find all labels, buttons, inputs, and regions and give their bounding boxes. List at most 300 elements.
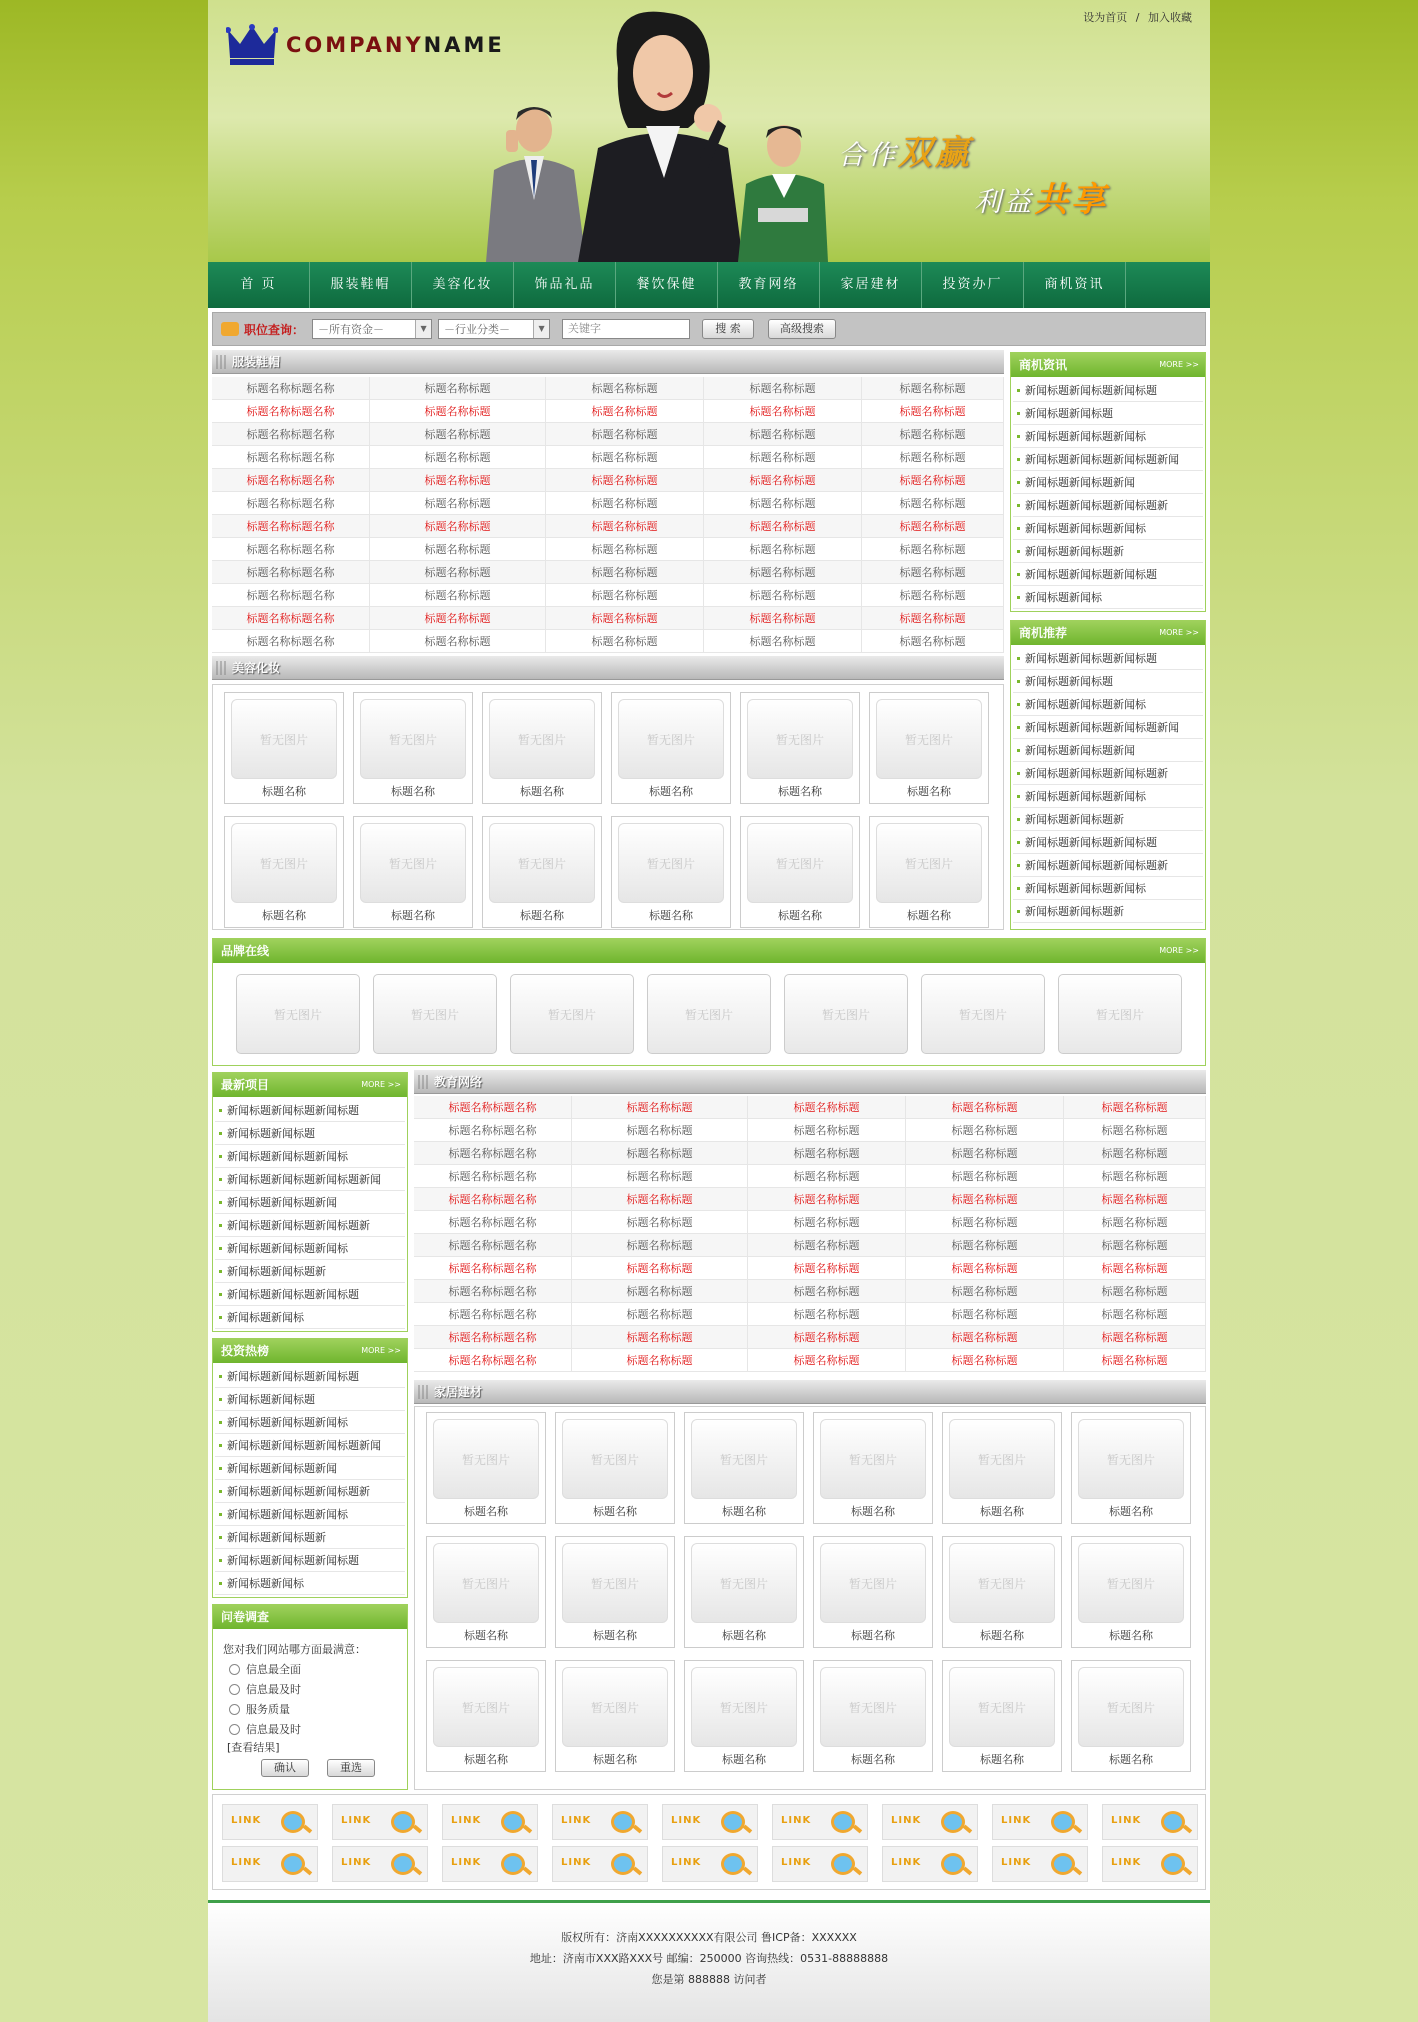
nav-item[interactable]: 美容化妆 [412,262,514,308]
product-title[interactable]: 标题名称 [1109,1629,1153,1642]
table-cell-link[interactable]: 标题名称标题 [370,561,546,583]
table-cell-link[interactable]: 标题名称标题 [370,400,546,422]
news-item[interactable]: 新闻标题新闻标题新 [1013,808,1203,831]
table-cell-link[interactable]: 标题名称标题 [546,400,704,422]
table-cell-link[interactable]: 标题名称标题名称 [414,1096,572,1118]
table-cell-link[interactable]: 标题名称标题名称 [414,1211,572,1233]
radio-button[interactable] [229,1684,240,1695]
product-card[interactable] [869,816,989,928]
table-cell-link[interactable]: 标题名称标题 [862,630,1004,652]
nav-item[interactable]: 投资办厂 [922,262,1024,308]
friend-link[interactable] [1102,1846,1198,1882]
friend-link[interactable] [772,1804,868,1840]
table-cell-link[interactable]: 标题名称标题 [546,377,704,399]
nav-item[interactable]: 首 页 [208,262,310,308]
survey-box [212,1604,408,1790]
product-card[interactable] [482,692,602,804]
product-title[interactable]: 标题名称 [649,785,693,798]
table-cell-link[interactable]: 标题名称标题 [1064,1326,1206,1348]
table-cell-link[interactable]: 标题名称标题名称 [414,1349,572,1371]
friend-link[interactable] [882,1804,978,1840]
news-item[interactable]: 新闻标题新闻标题新闻标题新 [1013,494,1203,517]
product-title[interactable]: 标题名称 [464,1505,508,1518]
product-title[interactable]: 标题名称 [262,785,306,798]
table-cell-link[interactable]: 标题名称标题名称 [414,1142,572,1164]
table-cell-link[interactable]: 标题名称标题 [572,1188,748,1210]
table-cell-link[interactable]: 标题名称标题 [704,469,862,491]
product-title[interactable]: 标题名称 [520,785,564,798]
product-title[interactable]: 标题名称 [722,1505,766,1518]
table-cell-link[interactable]: 标题名称标题 [906,1142,1064,1164]
invest-more-link[interactable]: MORE >> [361,1346,401,1355]
news-item[interactable]: 新闻标题新闻标题新闻标 [1013,425,1203,448]
nav-item[interactable]: 教育网络 [718,262,820,308]
table-cell-link[interactable]: 标题名称标题名称 [212,607,370,629]
news-item[interactable]: 新闻标题新闻标题新闻标题新闻 [215,1168,405,1191]
product-title[interactable]: 标题名称 [1109,1505,1153,1518]
news-item[interactable]: 新闻标题新闻标题新闻标题新闻 [215,1434,405,1457]
news-item[interactable]: 新闻标题新闻标题新闻标 [1013,693,1203,716]
table-cell-link[interactable]: 标题名称标题 [862,492,1004,514]
table-cell-link[interactable]: 标题名称标题 [370,630,546,652]
product-card[interactable] [224,692,344,804]
latest-more-link[interactable]: MORE >> [361,1080,401,1089]
brand-logo-placeholder[interactable]: 暂无图片 [647,974,771,1054]
table-cell-link[interactable]: 标题名称标题 [704,538,862,560]
news-item[interactable]: 新闻标题新闻标题新闻 [1013,739,1203,762]
table-cell-link[interactable]: 标题名称标题 [748,1303,906,1325]
table-cell-link[interactable]: 标题名称标题 [370,584,546,606]
table-row [212,515,1004,538]
industry-select[interactable] [438,319,550,339]
product-card[interactable] [869,692,989,804]
table-cell-link[interactable]: 标题名称标题 [862,377,1004,399]
table-row [414,1303,1206,1326]
news-item[interactable]: 新闻标题新闻标题 [1013,402,1203,425]
table-cell-link[interactable]: 标题名称标题 [906,1303,1064,1325]
table-cell-link[interactable]: 标题名称标题 [862,423,1004,445]
table-cell-link[interactable]: 标题名称标题 [572,1142,748,1164]
friend-link[interactable] [222,1846,318,1882]
survey-option[interactable] [229,1721,301,1737]
table-cell-link[interactable]: 标题名称标题 [370,377,546,399]
table-cell-link[interactable]: 标题名称标题 [1064,1280,1206,1302]
product-title[interactable]: 标题名称 [980,1753,1024,1766]
table-cell-link[interactable]: 标题名称标题 [1064,1234,1206,1256]
table-cell-link[interactable]: 标题名称标题 [546,584,704,606]
brand-more-link[interactable]: MORE >> [1159,946,1199,955]
education-section-title[interactable]: 教育网络 [434,1075,483,1089]
news-item[interactable]: 新闻标题新闻标题新闻标 [215,1237,405,1260]
table-cell-link[interactable]: 标题名称标题 [546,515,704,537]
friend-link[interactable] [662,1846,758,1882]
product-card[interactable] [482,816,602,928]
table-cell-link[interactable]: 标题名称标题 [1064,1119,1206,1141]
product-title[interactable]: 标题名称 [722,1629,766,1642]
brand-logo-placeholder[interactable]: 暂无图片 [510,974,634,1054]
table-cell-link[interactable]: 标题名称标题 [906,1326,1064,1348]
news-item[interactable]: 新闻标题新闻标题新闻标题新 [215,1480,405,1503]
magnifier-handle [1183,1867,1192,1876]
product-card[interactable] [684,1536,804,1648]
table-cell-link[interactable]: 标题名称标题 [748,1165,906,1187]
table-cell-link[interactable]: 标题名称标题 [704,607,862,629]
product-card[interactable] [942,1412,1062,1524]
table-cell-link[interactable]: 标题名称标题名称 [414,1303,572,1325]
table-cell-link[interactable]: 标题名称标题 [1064,1349,1206,1371]
product-title[interactable]: 标题名称 [851,1505,895,1518]
table-cell-link[interactable]: 标题名称标题 [862,538,1004,560]
product-card[interactable] [942,1660,1062,1772]
footer-copyright: 版权所有：济南XXXXXXXXXX有限公司 鲁ICP备：XXXXXX [561,1931,857,1944]
product-title[interactable]: 标题名称 [851,1753,895,1766]
product-card[interactable] [224,816,344,928]
table-cell-link[interactable]: 标题名称标题 [862,515,1004,537]
brand-logo-placeholder[interactable]: 暂无图片 [784,974,908,1054]
table-cell-link[interactable]: 标题名称标题名称 [414,1165,572,1187]
table-cell-link[interactable]: 标题名称标题 [704,515,862,537]
advanced-search-button[interactable]: 高级搜索 [768,319,836,339]
link-text: LINK [561,1815,592,1826]
news-item[interactable]: 新闻标题新闻标题新闻标 [215,1145,405,1168]
table-cell-link[interactable]: 标题名称标题 [1064,1303,1206,1325]
table-cell-link[interactable]: 标题名称标题 [748,1188,906,1210]
news-item[interactable]: 新闻标题新闻标题新闻标 [1013,517,1203,540]
product-card[interactable] [1071,1412,1191,1524]
product-title[interactable]: 标题名称 [1109,1753,1153,1766]
nav-item[interactable]: 商机资讯 [1024,262,1126,308]
survey-option[interactable] [229,1701,290,1717]
table-cell-link[interactable]: 标题名称标题名称 [414,1119,572,1141]
product-image-placeholder: 暂无图片 [949,1543,1055,1623]
table-cell-link[interactable]: 标题名称标题 [862,561,1004,583]
table-cell-link[interactable]: 标题名称标题 [546,607,704,629]
table-cell-link[interactable]: 标题名称标题 [906,1165,1064,1187]
friend-link[interactable] [442,1846,538,1882]
link-text: LINK [671,1815,702,1826]
table-cell-link[interactable]: 标题名称标题 [572,1257,748,1279]
nav-item[interactable]: 家居建材 [820,262,922,308]
product-title[interactable]: 标题名称 [593,1505,637,1518]
add-favorite-link[interactable]: 加入收藏 [1148,11,1192,24]
news-item[interactable]: 新闻标题新闻标题新闻标题 [1013,379,1203,402]
product-card[interactable] [555,1412,675,1524]
table-cell-link[interactable]: 标题名称标题 [370,515,546,537]
friend-link[interactable] [992,1804,1088,1840]
brand-logo-placeholder[interactable]: 暂无图片 [921,974,1045,1054]
table-cell-link[interactable]: 标题名称标题名称 [212,423,370,445]
beauty-section-title[interactable]: 美容化妆 [232,661,281,675]
brand-logo-placeholder[interactable]: 暂无图片 [236,974,360,1054]
survey-view-results[interactable]: [查看结果] [227,1741,280,1754]
table-cell-link[interactable]: 标题名称标题 [906,1096,1064,1118]
table-cell-link[interactable]: 标题名称标题 [1064,1211,1206,1233]
news-item[interactable]: 新闻标题新闻标 [215,1572,405,1595]
table-cell-link[interactable]: 标题名称标题 [704,400,862,422]
table-cell-link[interactable]: 标题名称标题 [748,1349,906,1371]
news-item[interactable]: 新闻标题新闻标题 [215,1122,405,1145]
table-cell-link[interactable]: 标题名称标题 [862,400,1004,422]
magnifier-handle [523,1867,532,1876]
product-card[interactable] [684,1660,804,1772]
news-item[interactable]: 新闻标题新闻标题新闻 [215,1191,405,1214]
table-cell-link[interactable]: 标题名称标题名称 [212,538,370,560]
table-cell-link[interactable]: 标题名称标题 [862,607,1004,629]
product-title[interactable]: 标题名称 [722,1753,766,1766]
capital-select[interactable] [312,319,432,339]
product-title[interactable]: 标题名称 [980,1629,1024,1642]
product-title[interactable]: 标题名称 [593,1753,637,1766]
slogan-l2b: 共享 [1034,180,1108,220]
table-cell-link[interactable]: 标题名称标题 [1064,1096,1206,1118]
news-item[interactable]: 新闻标题新闻标题新 [1013,540,1203,563]
product-title[interactable]: 标题名称 [464,1629,508,1642]
table-cell-link[interactable]: 标题名称标题名称 [414,1234,572,1256]
table-cell-link[interactable]: 标题名称标题 [546,469,704,491]
product-title[interactable]: 标题名称 [593,1629,637,1642]
table-cell-link[interactable]: 标题名称标题 [704,446,862,468]
survey-option[interactable] [229,1681,301,1697]
news-item[interactable]: 新闻标题新闻标题新闻标题 [215,1549,405,1572]
news-item[interactable]: 新闻标题新闻标题新闻标 [1013,877,1203,900]
table-cell-link[interactable]: 标题名称标题 [546,492,704,514]
table-cell-link[interactable]: 标题名称标题 [370,423,546,445]
brand-logo-placeholder[interactable]: 暂无图片 [1058,974,1182,1054]
product-card[interactable] [426,1412,546,1524]
table-cell-link[interactable]: 标题名称标题 [572,1211,748,1233]
table-cell-link[interactable]: 标题名称标题 [572,1303,748,1325]
table-cell-link[interactable]: 标题名称标题 [748,1280,906,1302]
news-item[interactable]: 新闻标题新闻标题新闻标 [215,1411,405,1434]
friend-link[interactable] [442,1804,538,1840]
table-cell-link[interactable]: 标题名称标题 [546,630,704,652]
table-cell-link[interactable]: 标题名称标题 [1064,1165,1206,1187]
table-cell-link[interactable]: 标题名称标题 [370,446,546,468]
table-cell-link[interactable]: 标题名称标题 [572,1096,748,1118]
product-card[interactable] [555,1660,675,1772]
table-cell-link[interactable]: 标题名称标题名称 [414,1280,572,1302]
table-cell-link[interactable]: 标题名称标题 [572,1119,748,1141]
product-image-placeholder: 暂无图片 [747,699,853,779]
product-title[interactable]: 标题名称 [649,909,693,922]
product-title[interactable]: 标题名称 [520,909,564,922]
table-cell-link[interactable]: 标题名称标题 [906,1211,1064,1233]
product-title[interactable]: 标题名称 [262,909,306,922]
table-cell-link[interactable]: 标题名称标题 [1064,1188,1206,1210]
nav-item[interactable]: 饰品礼品 [514,262,616,308]
product-card[interactable] [813,1536,933,1648]
brand-logo-placeholder[interactable]: 暂无图片 [373,974,497,1054]
product-card[interactable] [684,1412,804,1524]
table-cell-link[interactable]: 标题名称标题 [704,492,862,514]
table-cell-link[interactable]: 标题名称标题 [748,1142,906,1164]
clothing-section-title[interactable]: 服装鞋帽 [232,355,281,369]
table-cell-link[interactable]: 标题名称标题 [546,446,704,468]
friend-link[interactable] [332,1846,428,1882]
table-cell-link[interactable]: 标题名称标题 [572,1165,748,1187]
table-cell-link[interactable]: 标题名称标题 [748,1234,906,1256]
table-cell-link[interactable]: 标题名称标题 [370,469,546,491]
product-card[interactable] [353,816,473,928]
table-cell-link[interactable]: 标题名称标题 [748,1096,906,1118]
radio-button[interactable] [229,1704,240,1715]
table-cell-link[interactable]: 标题名称标题名称 [414,1188,572,1210]
table-cell-link[interactable]: 标题名称标题名称 [212,492,370,514]
table-cell-link[interactable]: 标题名称标题 [546,423,704,445]
news-item[interactable]: 新闻标题新闻标题新闻标题新 [1013,854,1203,877]
table-cell-link[interactable]: 标题名称标题名称 [414,1326,572,1348]
news-item[interactable]: 新闻标题新闻标题新闻标题 [215,1283,405,1306]
news-item[interactable]: 新闻标题新闻标题新闻标题新 [1013,762,1203,785]
product-title[interactable]: 标题名称 [391,909,435,922]
link-text: LINK [231,1815,262,1826]
nav-item[interactable]: 餐饮保健 [616,262,718,308]
home-section-title[interactable]: 家居建材 [434,1385,483,1399]
friend-link[interactable] [992,1846,1088,1882]
friend-link[interactable] [332,1804,428,1840]
table-cell-link[interactable]: 标题名称标题名称 [212,630,370,652]
product-title[interactable]: 标题名称 [464,1753,508,1766]
news-item[interactable]: 新闻标题新闻标题新闻 [1013,471,1203,494]
news-item[interactable]: 新闻标题新闻标题新闻标题新 [215,1214,405,1237]
radio-button[interactable] [229,1724,240,1735]
product-title[interactable]: 标题名称 [778,785,822,798]
product-title[interactable]: 标题名称 [980,1505,1024,1518]
table-cell-link[interactable]: 标题名称标题 [1064,1257,1206,1279]
survey-option[interactable] [229,1661,301,1677]
table-cell-link[interactable]: 标题名称标题名称 [414,1257,572,1279]
product-card[interactable] [1071,1660,1191,1772]
logo[interactable] [226,24,505,66]
table-cell-link[interactable]: 标题名称标题 [370,492,546,514]
news-item[interactable]: 新闻标题新闻标题新闻 [215,1457,405,1480]
product-title[interactable]: 标题名称 [851,1629,895,1642]
table-cell-link[interactable]: 标题名称标题 [572,1234,748,1256]
table-cell-link[interactable]: 标题名称标题 [704,377,862,399]
radio-button[interactable] [229,1664,240,1675]
table-cell-link[interactable]: 标题名称标题名称 [212,446,370,468]
news-item[interactable]: 新闻标题新闻标题新 [215,1260,405,1283]
table-cell-link[interactable]: 标题名称标题名称 [212,400,370,422]
table-cell-link[interactable]: 标题名称标题名称 [212,469,370,491]
table-cell-link[interactable]: 标题名称标题 [546,538,704,560]
table-cell-link[interactable]: 标题名称标题 [572,1326,748,1348]
product-card[interactable] [555,1536,675,1648]
product-card[interactable] [353,692,473,804]
table-cell-link[interactable]: 标题名称标题 [704,561,862,583]
news-item[interactable]: 新闻标题新闻标题新闻标题新闻 [1013,448,1203,471]
survey-reset-button[interactable]: 重选 [327,1759,375,1777]
keyword-input[interactable]: 关键字 [562,319,690,339]
table-cell-link[interactable]: 标题名称标题 [748,1326,906,1348]
news-item[interactable]: 新闻标题新闻标题新 [1013,900,1203,923]
table-cell-link[interactable]: 标题名称标题 [862,446,1004,468]
table-cell-link[interactable]: 标题名称标题 [748,1119,906,1141]
friend-link[interactable] [882,1846,978,1882]
search-bar [212,312,1206,346]
news-item[interactable]: 新闻标题新闻标题新闻标 [1013,785,1203,808]
news-item[interactable]: 新闻标题新闻标题 [215,1388,405,1411]
product-title[interactable]: 标题名称 [391,785,435,798]
product-card[interactable] [611,816,731,928]
table-cell-link[interactable]: 标题名称标题 [748,1211,906,1233]
news-item[interactable]: 新闻标题新闻标题新闻标题 [1013,831,1203,854]
friend-link[interactable] [772,1846,868,1882]
table-cell-link[interactable]: 标题名称标题 [704,423,862,445]
product-card[interactable] [426,1536,546,1648]
search-button[interactable]: 搜 索 [702,319,754,339]
news-item[interactable]: 新闻标题新闻标题新闻标题新闻 [1013,716,1203,739]
news-item[interactable]: 新闻标题新闻标题新闻标题 [1013,563,1203,586]
news-item[interactable]: 新闻标题新闻标题 [1013,670,1203,693]
table-cell-link[interactable]: 标题名称标题名称 [212,377,370,399]
product-card[interactable] [813,1412,933,1524]
news-item[interactable]: 新闻标题新闻标题新 [215,1526,405,1549]
news-item[interactable]: 新闻标题新闻标题新闻标 [215,1503,405,1526]
product-title[interactable]: 标题名称 [907,785,951,798]
survey-ok-button[interactable]: 确认 [261,1759,309,1777]
table-cell-link[interactable]: 标题名称标题 [748,1257,906,1279]
product-card[interactable] [1071,1536,1191,1648]
product-card[interactable] [426,1660,546,1772]
nav-item[interactable]: 服装鞋帽 [310,262,412,308]
table-cell-link[interactable]: 标题名称标题 [370,538,546,560]
table-cell-link[interactable]: 标题名称标题 [906,1257,1064,1279]
link-text: LINK [781,1815,812,1826]
top-links-separator: / [1135,11,1140,24]
friend-link[interactable] [222,1804,318,1840]
table-cell-link[interactable]: 标题名称标题 [906,1280,1064,1302]
friend-link[interactable] [662,1804,758,1840]
table-cell-link[interactable]: 标题名称标题 [572,1349,748,1371]
table-cell-link[interactable]: 标题名称标题 [704,630,862,652]
table-cell-link[interactable]: 标题名称标题 [906,1234,1064,1256]
table-cell-link[interactable]: 标题名称标题 [370,607,546,629]
news-item[interactable]: 新闻标题新闻标题新闻标题 [1013,647,1203,670]
table-cell-link[interactable]: 标题名称标题 [906,1188,1064,1210]
friend-link[interactable] [552,1846,648,1882]
biz-rec-more-link[interactable]: MORE >> [1159,628,1199,637]
table-cell-link[interactable]: 标题名称标题 [1064,1142,1206,1164]
product-card[interactable] [740,692,860,804]
table-cell-link[interactable]: 标题名称标题 [704,584,862,606]
news-item[interactable]: 新闻标题新闻标 [215,1306,405,1329]
friend-link[interactable] [552,1804,648,1840]
table-cell-link[interactable]: 标题名称标题 [906,1349,1064,1371]
product-title[interactable]: 标题名称 [778,909,822,922]
news-item[interactable]: 新闻标题新闻标 [1013,586,1203,609]
table-cell-link[interactable]: 标题名称标题 [572,1280,748,1302]
table-cell-link[interactable]: 标题名称标题 [862,469,1004,491]
product-card[interactable] [813,1660,933,1772]
news-item[interactable]: 新闻标题新闻标题新闻标题 [215,1099,405,1122]
set-homepage-link[interactable]: 设为首页 [1083,11,1128,24]
product-title[interactable]: 标题名称 [907,909,951,922]
biz-news-more-link[interactable]: MORE >> [1159,360,1199,369]
table-cell-link[interactable]: 标题名称标题 [906,1119,1064,1141]
friend-link[interactable] [1102,1804,1198,1840]
table-cell-link[interactable]: 标题名称标题 [862,584,1004,606]
table-cell-link[interactable]: 标题名称标题 [546,561,704,583]
table-cell-link[interactable]: 标题名称标题名称 [212,561,370,583]
product-card[interactable] [611,692,731,804]
product-card[interactable] [942,1536,1062,1648]
magnifier-icon [281,1811,305,1833]
table-cell-link[interactable]: 标题名称标题名称 [212,584,370,606]
product-card[interactable] [740,816,860,928]
table-cell-link[interactable]: 标题名称标题名称 [212,515,370,537]
news-item[interactable]: 新闻标题新闻标题新闻标题 [215,1365,405,1388]
